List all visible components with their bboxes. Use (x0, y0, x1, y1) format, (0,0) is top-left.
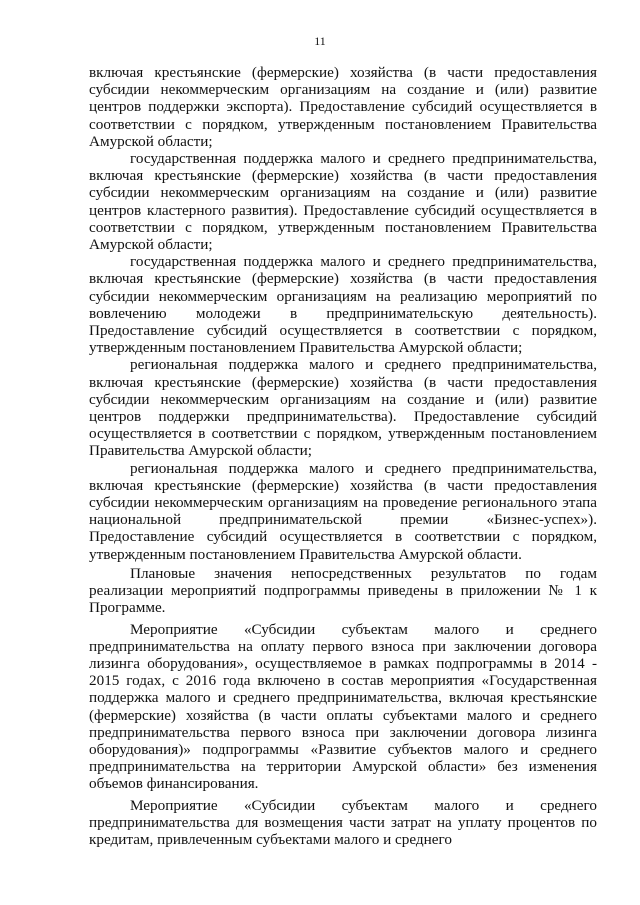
paragraph-4: региональная поддержка малого и среднего предпринимательства, включая крестьянские (фермерские) хозяйства (в части предоставления субсидии некоммерческим организациям на создание и (или) развитие центров поддержки предпринимательства). Предоставление субсидий осуществляется в соответствии с порядком, утвержденным постановлением Правительства Амурской области; (89, 356, 597, 460)
paragraph-5: региональная поддержка малого и среднего предпринимательства, включая крестьянские (фермерские) хозяйства (в части предоставления субсидии некоммерческим организациям на проведение регионального этапа национальной предпринимательской премии «Бизнес-успех»). Предоставление субсидий осуществляется в соответствии с порядком, утвержденным постановлением Правительства Амурской области. (89, 459, 597, 563)
document-body (89, 64, 597, 848)
paragraph-7: Мероприятие «Субсидии субъектам малого и среднего предпринимательства на оплату первого взноса при заключении договора лизинга оборудования», осуществляемое в рамках подпрограммы в 2014 - 2015 годах, с 2016 года включено в состав мероприятия «Государственная поддержка малого и среднего предпринимательства, включая крестьянские (фермерские) хозяйства (в части оплаты субъектами малого и среднего предпринимательства первого взноса при заключении договора лизинга оборудования)» подпрограммы «Развитие субъектов малого и среднего предпринимательства на территории Амурской области» без изменения объемов финансирования. (89, 620, 597, 793)
paragraph-8: Мероприятие «Субсидии субъектам малого и среднего предпринимательства для возмещения части затрат на уплату процентов по кредитам, привлеченным субъектами малого и среднего (89, 796, 597, 848)
paragraph-1-continuation: включая крестьянские (фермерские) хозяйства (в части предоставления субсидии некоммерческим организациям на создание и (или) развитие центров поддержки экспорта). Предоставление субсидий осуществляется в соответствии с порядком, утвержденным постановлением Правительства Амурской области; (89, 64, 597, 150)
page-number: 11 (314, 34, 326, 48)
paragraph-3: государственная поддержка малого и среднего предпринимательства, включая крестьянские (фермерские) хозяйства (в части предоставления субсидии некоммерческим организациям на реализацию мероприятий по вовлечению молодежи в предпринимательскую деятельность). Предоставление субсидий осуществляется в соответствии с порядком, утвержденным постановлением Правительства Амурской области; (89, 253, 597, 357)
paragraph-6: Плановые значения непосредственных результатов по годам реализации мероприятий подпрограммы приведены в приложении № 1 к Программе. (89, 564, 597, 617)
paragraph-2: государственная поддержка малого и среднего предпринимательства, включая крестьянские (фермерские) хозяйства (в части предоставления субсидии некоммерческим организациям на создание и (или) развитие центров кластерного развития). Предоставление субсидий осуществляется в соответствии с порядком, утвержденным постановлением Правительства Амурской области; (89, 150, 597, 254)
